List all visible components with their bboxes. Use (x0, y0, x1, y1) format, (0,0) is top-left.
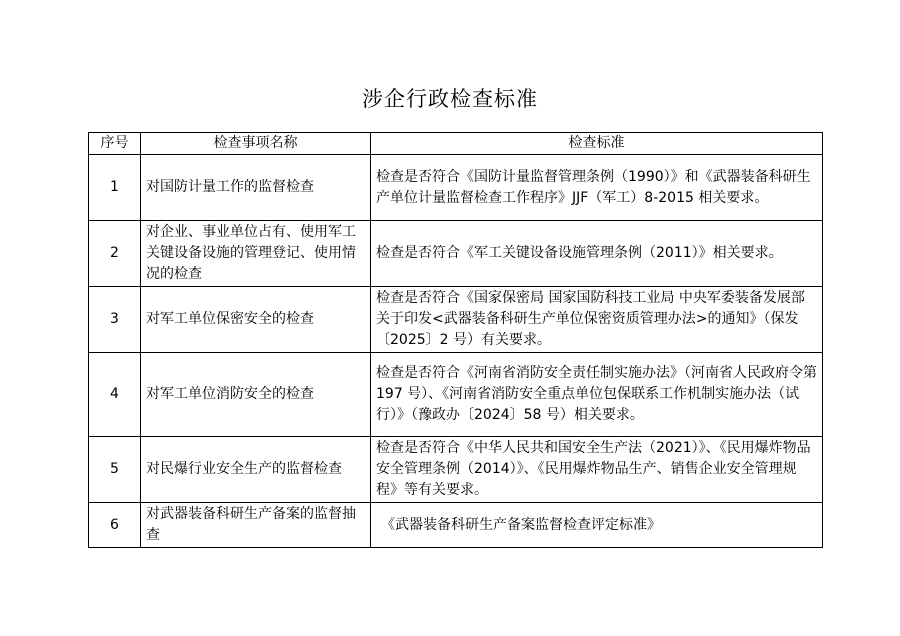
row-number: 1 (89, 155, 141, 221)
row-number: 2 (89, 221, 141, 287)
row-standard: 《武器装备科研生产备案监督检查评定标准》 (371, 503, 823, 548)
row-item-name: 对民爆行业安全生产的监督检查 (141, 437, 371, 503)
table-row (89, 353, 823, 437)
row-standard: 检查是否符合《国家保密局 国家国防科技工业局 中央军委装备发展部关于印发<武器装备科研生产单位保密资质管理办法>的通知》（保发〔2025〕2 号）有关要求。 (371, 287, 823, 353)
table-header-row (89, 133, 823, 155)
table-row (89, 437, 823, 503)
inspection-standards-table (88, 132, 823, 548)
row-item-name: 对武器装备科研生产备案的监督抽查 (141, 503, 371, 548)
table-row (89, 221, 823, 287)
header-standard: 检查标准 (371, 133, 823, 155)
row-item-name: 对企业、事业单位占有、使用军工关键设备设施的管理登记、使用情况的检查 (141, 221, 371, 287)
row-number: 4 (89, 353, 141, 437)
row-standard: 检查是否符合《国防计量监督管理条例（1990）》和《武器装备科研生产单位计量监督检查工作程序》JJF（军工）8-2015 相关要求。 (371, 155, 823, 221)
table-row (89, 503, 823, 548)
row-item-name: 对国防计量工作的监督检查 (141, 155, 371, 221)
row-standard: 检查是否符合《中华人民共和国安全生产法（2021）》、《民用爆炸物品安全管理条例（2014）》、《民用爆炸物品生产、销售企业安全管理规程》等有关要求。 (371, 437, 823, 503)
table-row (89, 155, 823, 221)
row-standard: 检查是否符合《军工关键设备设施管理条例（2011）》相关要求。 (371, 221, 823, 287)
row-number: 5 (89, 437, 141, 503)
page-title: 涉企行政检查标准 (362, 87, 538, 111)
table-row (89, 287, 823, 353)
row-number: 3 (89, 287, 141, 353)
header-item-name: 检查事项名称 (141, 133, 371, 155)
row-item-name: 对军工单位保密安全的检查 (141, 287, 371, 353)
row-item-name: 对军工单位消防安全的检查 (141, 353, 371, 437)
header-serial-number: 序号 (89, 133, 141, 155)
row-number: 6 (89, 503, 141, 548)
row-standard: 检查是否符合《河南省消防安全责任制实施办法》（河南省人民政府令第 197 号）、《河南省消防安全重点单位包保联系工作机制实施办法（试行）》（豫政办〔2024〕58 号）相关要求。 (371, 353, 823, 437)
